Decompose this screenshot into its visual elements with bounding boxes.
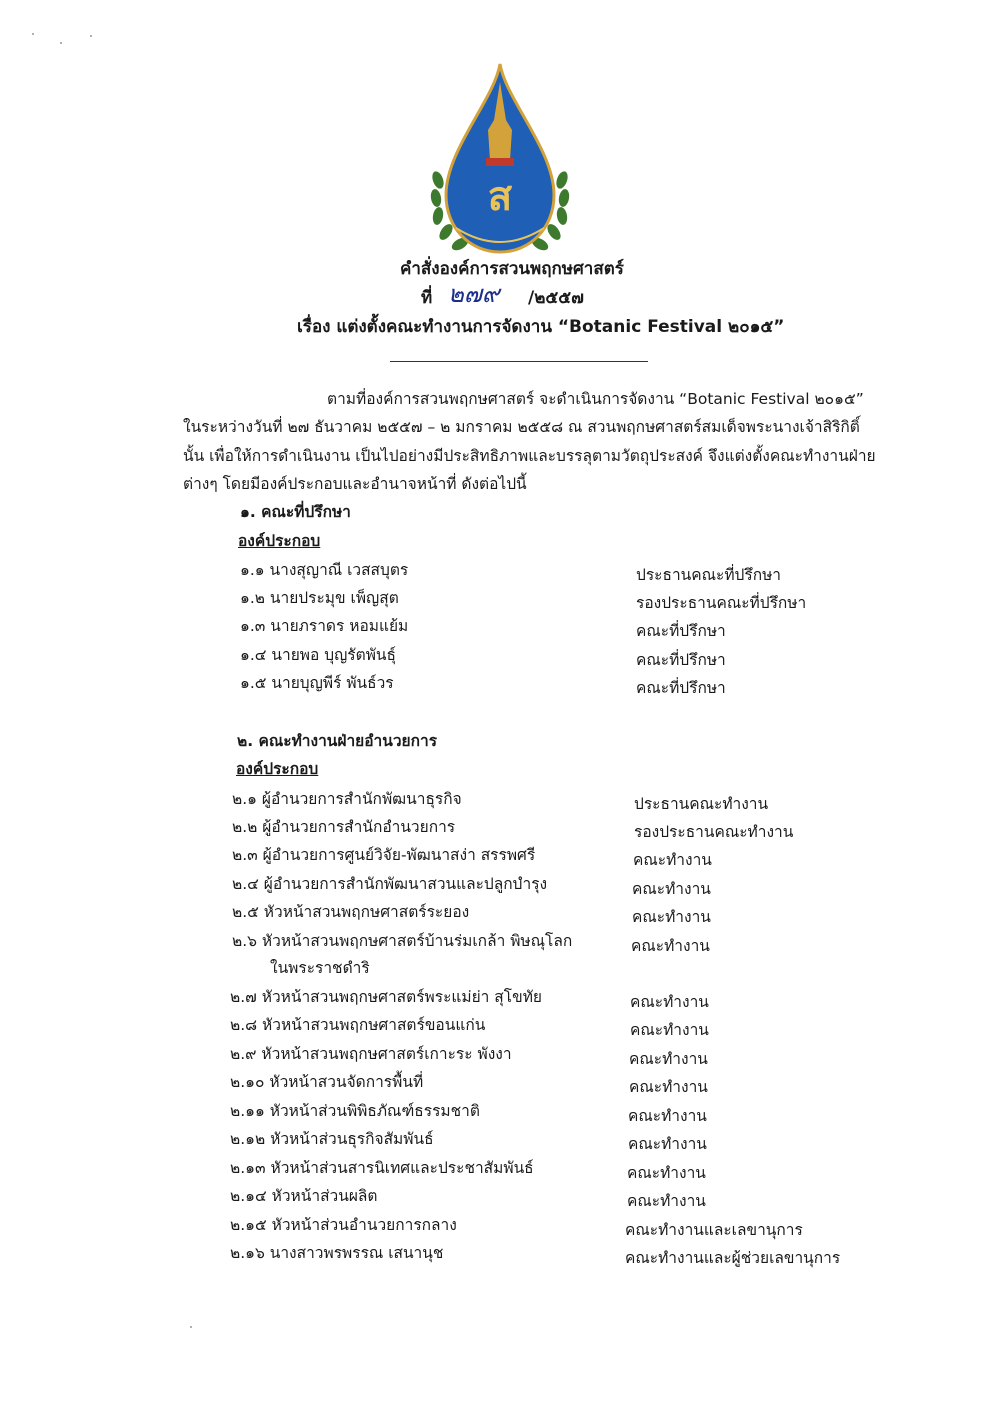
list-item: [0, 786, 1000, 812]
list-item: [0, 1155, 1000, 1181]
scan-speck: [60, 42, 62, 44]
member-name: ๒.๑๑ หัวหน้าส่วนพิพิธภัณฑ์ธรรมชาติ: [230, 1102, 480, 1120]
member-name: ๒.๗ หัวหน้าสวนพฤกษศาสตร์พระแม่ย่า สุโขทัย: [230, 988, 542, 1006]
section-2-title: ๒. คณะทำงานฝ่ายอำนวยการ: [237, 732, 438, 750]
svg-text:ส: ส: [487, 173, 513, 220]
preamble-line-1: ตามที่องค์การสวนพฤกษศาสตร์ จะดำเนินการจัดงาน “Botanic Festival ๒๐๑๕”: [327, 390, 864, 408]
list-item: [0, 1098, 1000, 1124]
preamble-line-3: นั้น เพื่อให้การดำเนินงาน เป็นไปอย่างมีประสิทธิภาพและบรรลุตามวัตถุประสงค์ จึงแต่งตั้งคณะทำงานฝ่าย: [183, 447, 876, 465]
list-item: [0, 814, 1000, 840]
member-name: ๒.๙ หัวหน้าสวนพฤกษศาสตร์เกาะระ พังงา: [230, 1045, 512, 1063]
list-item: [0, 1240, 1000, 1266]
list-item: [0, 585, 1000, 611]
order-subject: เรื่อง แต่งตั้งคณะทำงานการจัดงาน “Botanic Festival ๒๐๑๕”: [297, 317, 785, 337]
member-name: ๒.๑๐ หัวหน้าสวนจัดการพื้นที่: [230, 1073, 424, 1091]
member-name: ๒.๑๕ หัวหน้าส่วนอำนวยการกลาง: [230, 1216, 457, 1234]
scan-speck: [190, 1326, 192, 1328]
member-name: ๒.๓ ผู้อำนวยการศูนย์วิจัย-พัฒนาสง่า สรรพศรี: [232, 846, 536, 864]
member-name: ๒.๔ ผู้อำนวยการสำนักพัฒนาสวนและปลูกบำรุง: [232, 875, 548, 893]
list-item: [0, 1212, 1000, 1238]
botanical-garden-organization-emblem-icon: [426, 60, 574, 260]
scan-speck: [32, 33, 34, 35]
member-name: ๑.๑ นางสุญาณี เวสสบุตร: [240, 561, 409, 579]
order-number-year: /๒๕๕๗: [528, 288, 584, 308]
member-role: คณะที่ปรึกษา: [636, 679, 726, 697]
scan-speck: [90, 35, 92, 37]
member-name: ๒.๑๖ นางสาวพรพรรณ เสนานุช: [230, 1244, 444, 1262]
preamble-line-4: ต่างๆ โดยมีองค์ประกอบและอำนาจหน้าที่ ดังต่อไปนี้: [183, 475, 527, 493]
member-name: ๒.๕ หัวหน้าสวนพฤกษศาสตร์ระยอง: [232, 903, 470, 921]
order-heading: คำสั่งองค์การสวนพฤกษศาสตร์: [400, 259, 624, 279]
member-name: ๑.๒ นายประมุข เพ็ญสุต: [240, 589, 399, 607]
member-role: คณะทำงาน: [630, 1021, 709, 1039]
member-role: คณะทำงาน: [632, 908, 711, 926]
member-role: ประธานคณะทำงาน: [634, 795, 769, 813]
member-role: คณะที่ปรึกษา: [636, 651, 726, 669]
list-item: [0, 842, 1000, 868]
list-item: [0, 1069, 1000, 1095]
member-name: ๑.๔ นายพอ บุญรัตพันธุ์: [240, 646, 396, 664]
member-role: คณะทำงาน: [629, 1078, 708, 1096]
member-role: คณะทำงาน: [628, 1135, 707, 1153]
member-role: ประธานคณะที่ปรึกษา: [636, 566, 782, 584]
member-role: คณะทำงาน: [631, 937, 710, 955]
list-item: [0, 899, 1000, 925]
member-role: คณะทำงาน: [630, 993, 709, 1011]
member-role: คณะทำงาน: [627, 1192, 706, 1210]
list-item: [0, 642, 1000, 668]
member-role: คณะทำงาน: [627, 1164, 706, 1182]
preamble-line-2: ในระหว่างวันที่ ๒๗ ธันวาคม ๒๕๕๗ – ๒ มกราคม ๒๕๕๘ ณ สวนพฤกษศาสตร์สมเด็จพระนางเจ้าสิริกิติ์: [183, 418, 860, 436]
list-item: [0, 670, 1000, 696]
list-item: [0, 1183, 1000, 1209]
list-item: [0, 1041, 1000, 1067]
list-item: [0, 928, 1000, 954]
member-name: ๒.๑๒ หัวหน้าส่วนธุรกิจสัมพันธ์: [230, 1130, 434, 1148]
member-name-continuation: ในพระราชดำริ: [270, 959, 370, 977]
list-item: [0, 613, 1000, 639]
member-role: คณะทำงานและเลขานุการ: [625, 1221, 803, 1239]
section-1-subtitle: องค์ประกอบ: [238, 532, 321, 550]
member-role: รองประธานคณะทำงาน: [634, 823, 794, 841]
member-role: คณะทำงาน: [632, 880, 711, 898]
member-role: รองประธานคณะที่ปรึกษา: [636, 594, 807, 612]
member-name: ๒.๘ หัวหน้าสวนพฤกษศาสตร์ขอนแก่น: [230, 1016, 486, 1034]
order-number-handwritten: ๒๗๙: [448, 280, 500, 308]
member-role: คณะทำงาน: [629, 1050, 708, 1068]
header-divider: [390, 361, 648, 362]
member-name: ๒.๑๔ หัวหน้าส่วนผลิต: [230, 1187, 378, 1205]
section-2-subtitle: องค์ประกอบ: [236, 760, 319, 778]
member-role: คณะทำงาน: [633, 851, 712, 869]
member-name: ๒.๑ ผู้อำนวยการสำนักพัฒนาธุรกิจ: [232, 790, 462, 808]
list-item: [0, 984, 1000, 1010]
member-role: คณะที่ปรึกษา: [636, 622, 726, 640]
list-item: [0, 871, 1000, 897]
section-1-title: ๑. คณะที่ปรึกษา: [240, 503, 351, 521]
member-name: ๒.๑๓ หัวหน้าส่วนสารนิเทศและประชาสัมพันธ์: [230, 1159, 534, 1177]
list-item: [0, 1012, 1000, 1038]
list-item: [0, 1126, 1000, 1152]
member-role: คณะทำงานและผู้ช่วยเลขานุการ: [625, 1249, 841, 1267]
member-name: ๒.๖ หัวหน้าสวนพฤกษศาสตร์บ้านร่มเกล้า พิษณุโลก: [232, 932, 573, 950]
member-name: ๑.๓ นายภราดร หอมแย้ม: [240, 617, 409, 635]
member-role: คณะทำงาน: [628, 1107, 707, 1125]
order-number-prefix: ที่: [421, 288, 433, 308]
member-name: ๒.๒ ผู้อำนวยการสำนักอำนวยการ: [232, 818, 456, 836]
list-item: [0, 557, 1000, 583]
member-name: ๑.๕ นายบุญพีร์ พันธ์วร: [240, 674, 394, 692]
